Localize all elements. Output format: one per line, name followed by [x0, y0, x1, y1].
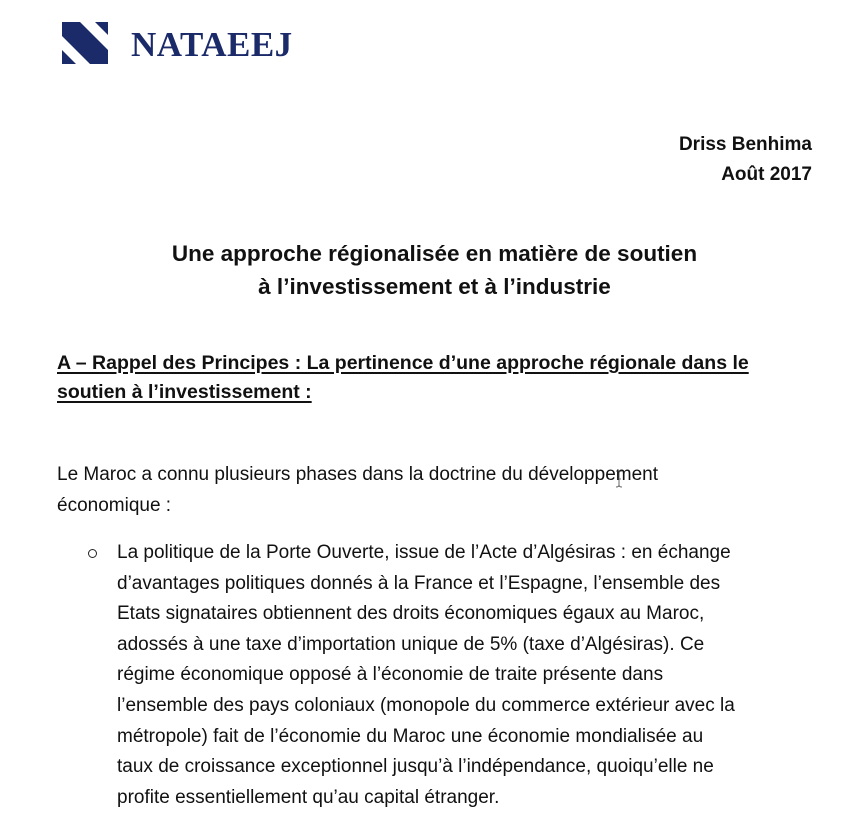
intro-paragraph [57, 460, 658, 521]
section-heading [57, 349, 749, 407]
bullet-line: l’ensemble des pays coloniaux (monopole du commerce extérieur avec la [117, 694, 735, 716]
section-heading-line: soutien à l’investissement : [57, 381, 312, 403]
bullet-list [86, 538, 735, 813]
paragraph-line: Le Maroc a connu plusieurs phases dans la doctrine du développement [57, 464, 658, 485]
document-date: Août 2017 [721, 164, 812, 185]
bullet-line: d’avantages politiques donnés à la France et l’Espagne, l’ensemble des [117, 572, 721, 594]
bullet-line: La politique de la Porte Ouverte, issue de l’Acte d’Algésiras : en échange [117, 542, 731, 563]
author-name: Driss Benhima [678, 134, 812, 155]
bullet-line: Etats signataires obtiennent des droits économiques égaux au Maroc, [117, 603, 705, 625]
bullet-line: adossés à une taxe d’importation unique de 5% (taxe d’Algésiras). Ce [117, 633, 705, 655]
bullet-line: profite essentiellement qu’au capital étranger. [117, 786, 500, 808]
document-title [57, 237, 812, 303]
bullet-line: métropole) fait de l’économie du Maroc une économie mondialisée au [117, 725, 704, 747]
text-cursor-icon [615, 470, 623, 488]
logo-mark-icon [62, 22, 108, 64]
section-heading-line: A – Rappel des Principes : La pertinence d’une approche régionale dans le [57, 352, 749, 374]
author-block [679, 130, 812, 190]
document-title-line: Une approche régionalisée en matière de soutien [171, 241, 698, 266]
bullet-line: taux de croissance exceptionnel jusqu’à l’indépendance, quoiqu’elle ne [117, 756, 714, 778]
bullet-item [86, 538, 735, 813]
document-title-line: à l’investissement et à l’industrie [258, 274, 611, 299]
paragraph-line: économique : [57, 494, 172, 516]
circle-bullet-icon [88, 549, 97, 558]
logo-text: NATAEEJ [131, 25, 293, 64]
bullet-line: régime économique opposé à l’économie de traite présente dans [117, 664, 664, 686]
